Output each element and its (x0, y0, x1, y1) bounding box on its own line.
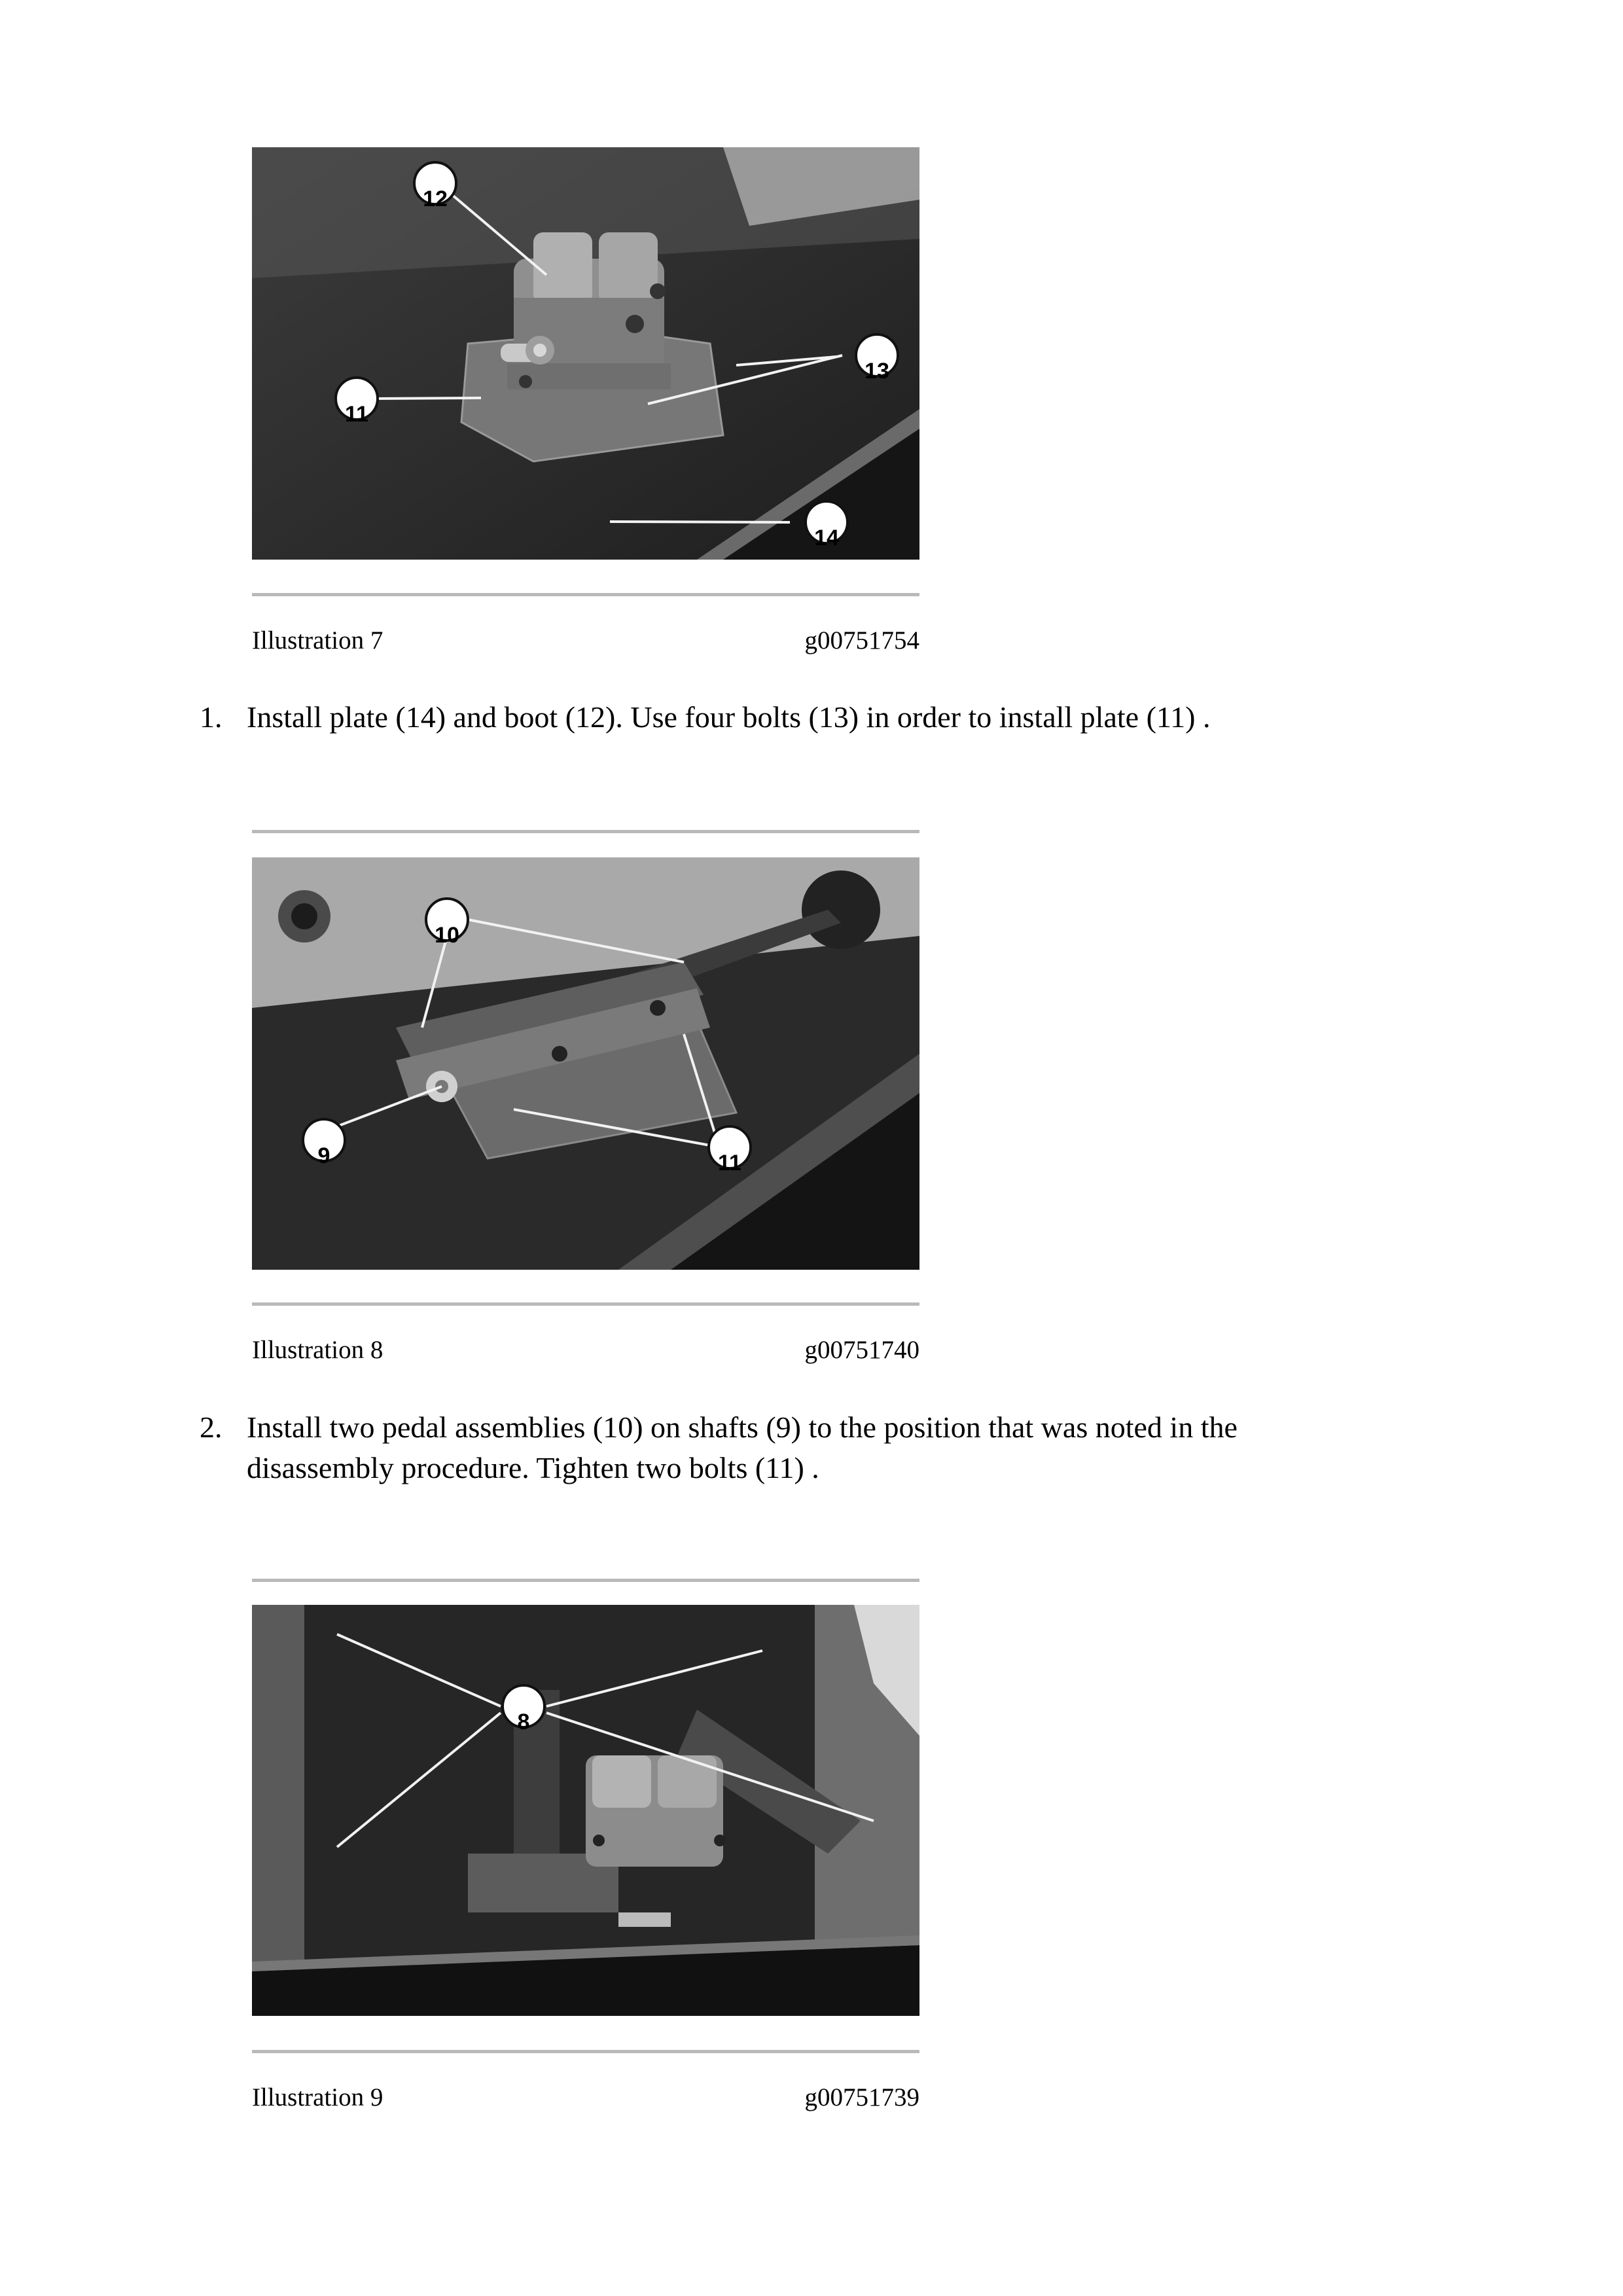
illustration-8-callout-labels (252, 857, 919, 1270)
caption-graphic-id: g00751740 (804, 1336, 919, 1364)
callout-13: 13 (865, 359, 889, 384)
step-number: 2. (200, 1410, 223, 1444)
caption-label: Illustration 9 (252, 2083, 383, 2111)
callout-10: 10 (435, 923, 459, 948)
illustration-9-callout-labels (252, 1605, 919, 2016)
caption-graphic-id: g00751739 (804, 2083, 919, 2111)
callout-8: 8 (517, 1710, 530, 1734)
figure-top-rule (252, 830, 919, 833)
figure-top-rule (252, 1579, 919, 1582)
illustration-7-callout-labels (252, 147, 919, 560)
step-text: Install plate (14) and boot (12). Use four bolts (13) in order to install plate (11) . (247, 700, 1211, 734)
callout-11: 11 (718, 1151, 741, 1175)
step-number: 1. (200, 700, 223, 734)
caption-label: Illustration 7 (252, 626, 383, 655)
callout-14: 14 (814, 526, 839, 550)
callout-11: 11 (345, 402, 368, 427)
caption-rule (252, 1302, 919, 1306)
caption-rule (252, 2050, 919, 2053)
caption-graphic-id: g00751754 (804, 626, 919, 655)
step-text: Install two pedal assemblies (10) on shafts (9) to the position that was noted in the disassembly procedure. Tighten two bolts (11) . (247, 1410, 1238, 1484)
caption-rule (252, 593, 919, 596)
caption-label: Illustration 8 (252, 1336, 383, 1364)
callout-12: 12 (423, 187, 448, 211)
callout-9: 9 (317, 1143, 330, 1168)
